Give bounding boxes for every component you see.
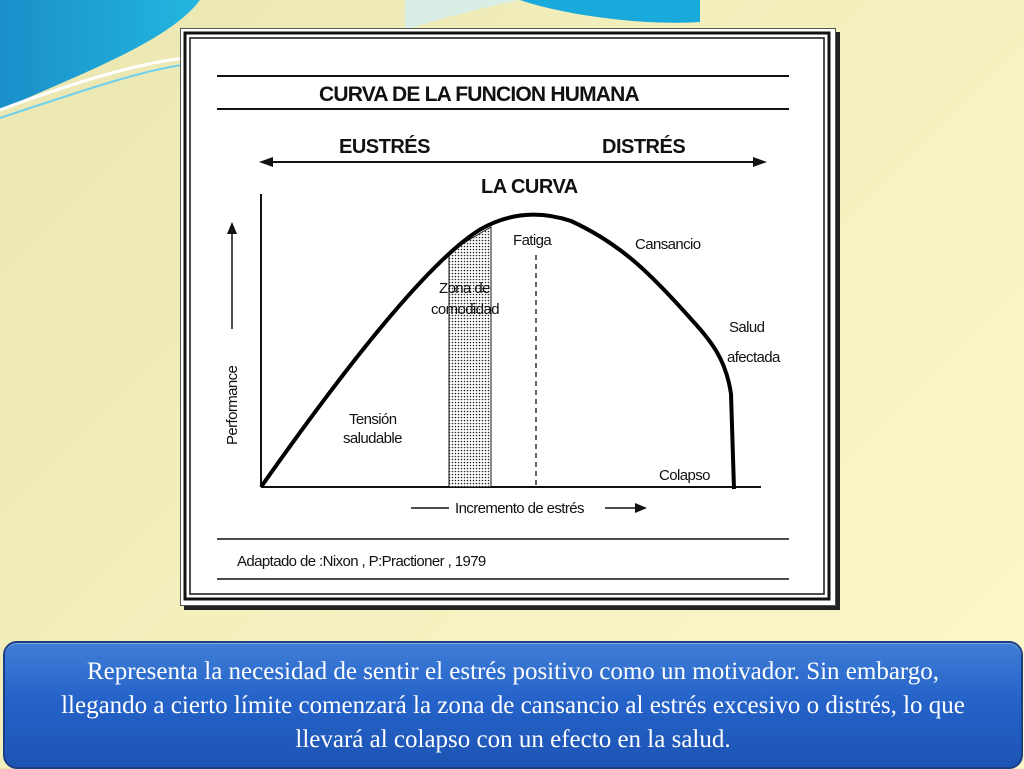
x-axis-label: Incremento de estrés <box>455 500 584 517</box>
caption-box <box>3 641 1023 769</box>
zone-label-salud-line1: Salud <box>729 319 765 336</box>
stress-range-arrow-left-head <box>259 157 273 167</box>
performance-curve <box>261 215 734 489</box>
zone-label-salud-line2: afectada <box>727 349 780 366</box>
zone-label-cansancio: Cansancio <box>635 236 701 253</box>
eustres-label: EUSTRÉS <box>339 136 430 158</box>
y-axis-arrow-head <box>227 222 237 234</box>
stress-range-arrow-right-head <box>753 157 767 167</box>
source-citation: Adaptado de :Nixon , P:Practioner , 1979 <box>237 553 486 570</box>
caption-text: Representa la necesidad de sentir el estrés positivo como un motivador. Sin embargo, llegando a cierto límite comenzará la zona de cansancio al estrés excesivo o distrés, lo que llevará al colapso con un efecto en la salud. <box>61 658 965 753</box>
comfort-zone <box>449 227 491 487</box>
figure-title: CURVA DE LA FUNCION HUMANA <box>319 83 639 106</box>
curve-heading: LA CURVA <box>481 176 578 198</box>
zone-label-tension-line2: saludable <box>343 430 402 447</box>
zone-label-fatiga: Fatiga <box>513 232 552 249</box>
zone-label-comfort-line2: comodidad <box>431 301 499 318</box>
stress-curve-figure <box>180 28 836 606</box>
zone-label-tension-line1: Tensión <box>349 411 397 428</box>
stress-curve-diagram <box>181 29 835 605</box>
y-axis-label: Performance <box>224 365 241 445</box>
zone-label-colapso: Colapso <box>659 467 710 484</box>
distres-label: DISTRÉS <box>602 136 686 158</box>
zone-label-comfort-line1: Zona de <box>439 280 490 297</box>
x-axis-arrow-head <box>635 503 647 513</box>
